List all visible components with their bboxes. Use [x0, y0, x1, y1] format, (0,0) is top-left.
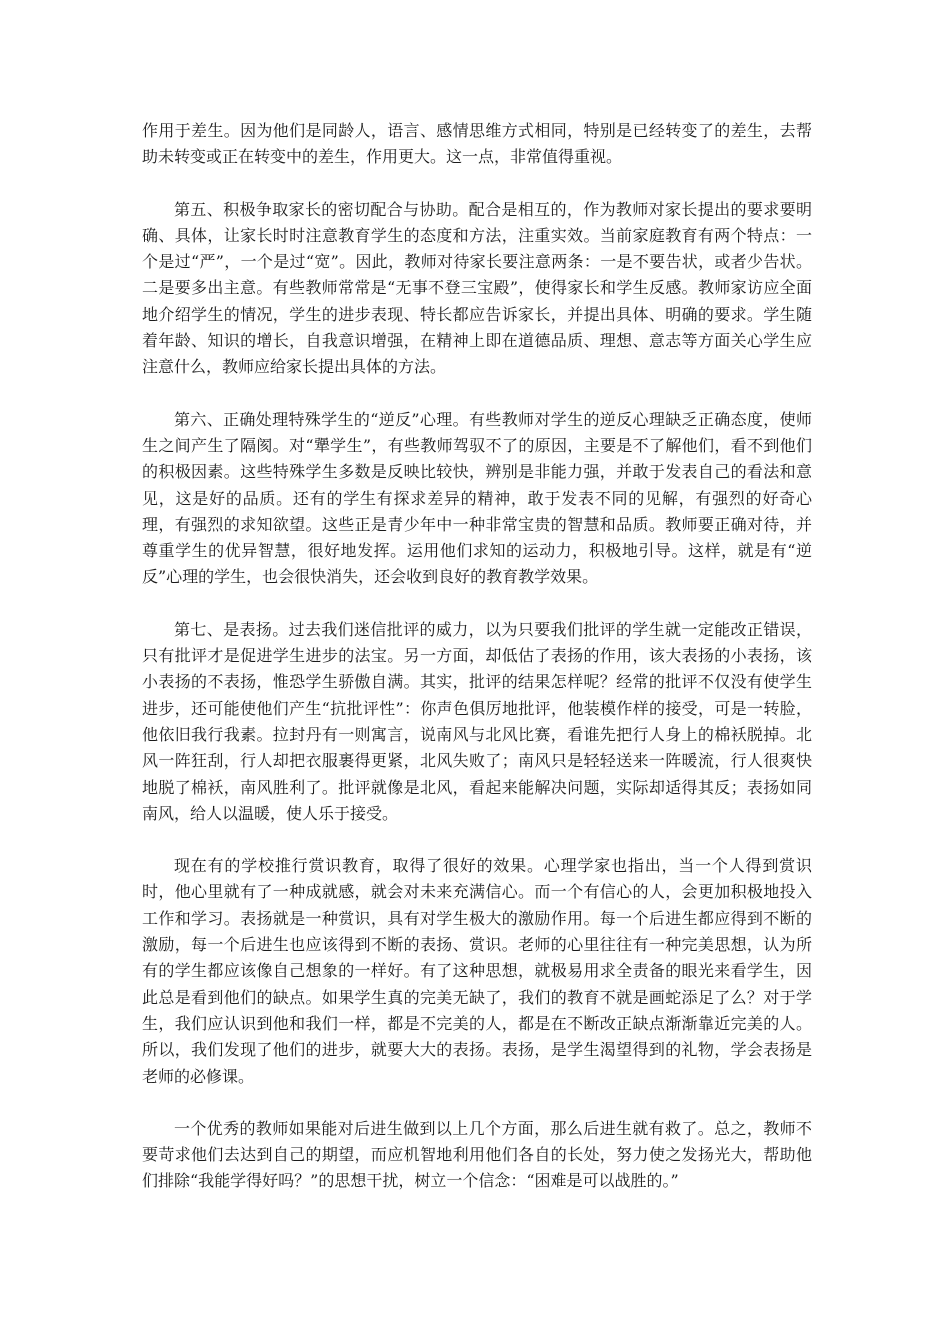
- paragraph-point-six: 第六、正确处理特殊学生的“逆反”心理。有些教师对学生的逆反心理缺乏正确态度，使师生之间产生了隔阂。对“犟学生”，有些教师驾驭不了的原因，主要是不了解他们，看不到他们的积极因素。这些特殊学生多数是反映比较快，辨别是非能力强，并敢于发表自己的看法和意见，这是好的品质。还有的学生有探求差异的精神，敢于发表不同的见解，有强烈的好奇心理，有强烈的求知欲望。这些正是青少年中一种非常宝贵的智慧和品质。教师要正确对待，并尊重学生的优异智慧，很好地发挥。运用他们求知的运动力，积极地引导。这样，就是有“逆反”心理的学生，也会很快消失，还会收到良好的教育教学效果。: [142, 409, 812, 587]
- paragraph-appreciation-education: 现在有的学校推行赏识教育，取得了很好的效果。心理学家也指出，当一个人得到赏识时，他心里就有了一种成就感，就会对未来充满信心。而一个有信心的人，会更加积极地投入工作和学习。表扬就是一种赏识，具有对学生极大的激励作用。每一个后进生都应得到不断的激励，每一个后进生也应该得到不断的表扬、赏识。老师的心里往往有一种完美思想，认为所有的学生都应该像自己想象的一样好。有了这种思想，就极易用求全责备的眼光来看学生，因此总是看到他们的缺点。如果学生真的完美无缺了，我们的教育不就是画蛇添足了么？对于学生，我们应认识到他和我们一样，都是不完美的人，都是在不断改正缺点渐渐靠近完美的人。所以，我们发现了他们的进步，就要大大的表扬。表扬，是学生渴望得到的礼物，学会表扬是老师的必修课。: [142, 856, 812, 1086]
- paragraph-continuation: 作用于差生。因为他们是同龄人，语言、感情思维方式相同，特别是已经转变了的差生，去帮助未转变或正在转变中的差生，作用更大。这一点，非常值得重视。: [142, 121, 812, 167]
- document-page: [142, 118, 812, 1221]
- paragraph-point-five: 第五、积极争取家长的密切配合与协助。配合是相互的，作为教师对家长提出的要求要明确、具体，让家长时时注意教育学生的态度和方法，注重实效。当前家庭教育有两个特点：一个是过“严”，一个是过“宽”。因此，教师对待家长要注意两条：一是不要告状，或者少告状。二是要多出主意。有些教师常常是“无事不登三宝殿”，使得家长和学生反感。教师家访应全面地介绍学生的情况，学生的进步表现、特长都应告诉家长，并提出具体、明确的要求。学生随着年龄、知识的增长，自我意识增强，在精神上即在道德品质、理想、意志等方面关心学生应注意什么，教师应给家长提出具体的方法。: [142, 199, 812, 377]
- paragraph-conclusion: 一个优秀的教师如果能对后进生做到以上几个方面，那么后进生就有救了。总之，教师不要苛求他们去达到自己的期望，而应机智地利用他们各自的长处，努力使之发扬光大，帮助他们排除“我能学得好吗？”的思想干扰，树立一个信念：“困难是可以战胜的。”: [142, 1118, 812, 1191]
- paragraph-point-seven: 第七、是表扬。过去我们迷信批评的威力，以为只要我们批评的学生就一定能改正错误，只有批评才是促进学生进步的法宝。另一方面，却低估了表扬的作用，该大表扬的小表扬，该小表扬的不表扬，惟恐学生骄傲自满。其实，批评的结果怎样呢？经常的批评不仅没有使学生进步，还可能使他们产生“抗批评性”：你声色俱厉地批评，他装模作样的接受，可是一转脸，他依旧我行我素。拉封丹有一则寓言，说南风与北风比赛，看谁先把行人身上的棉袄脱掉。北风一阵狂刮，行人却把衣服裹得更紧，北风失败了；南风只是轻轻送来一阵暖流，行人很爽快地脱了棉袄，南风胜利了。批评就像是北风，看起来能解决问题，实际却适得其反；表扬如同南风，给人以温暖，使人乐于接受。: [142, 619, 812, 823]
